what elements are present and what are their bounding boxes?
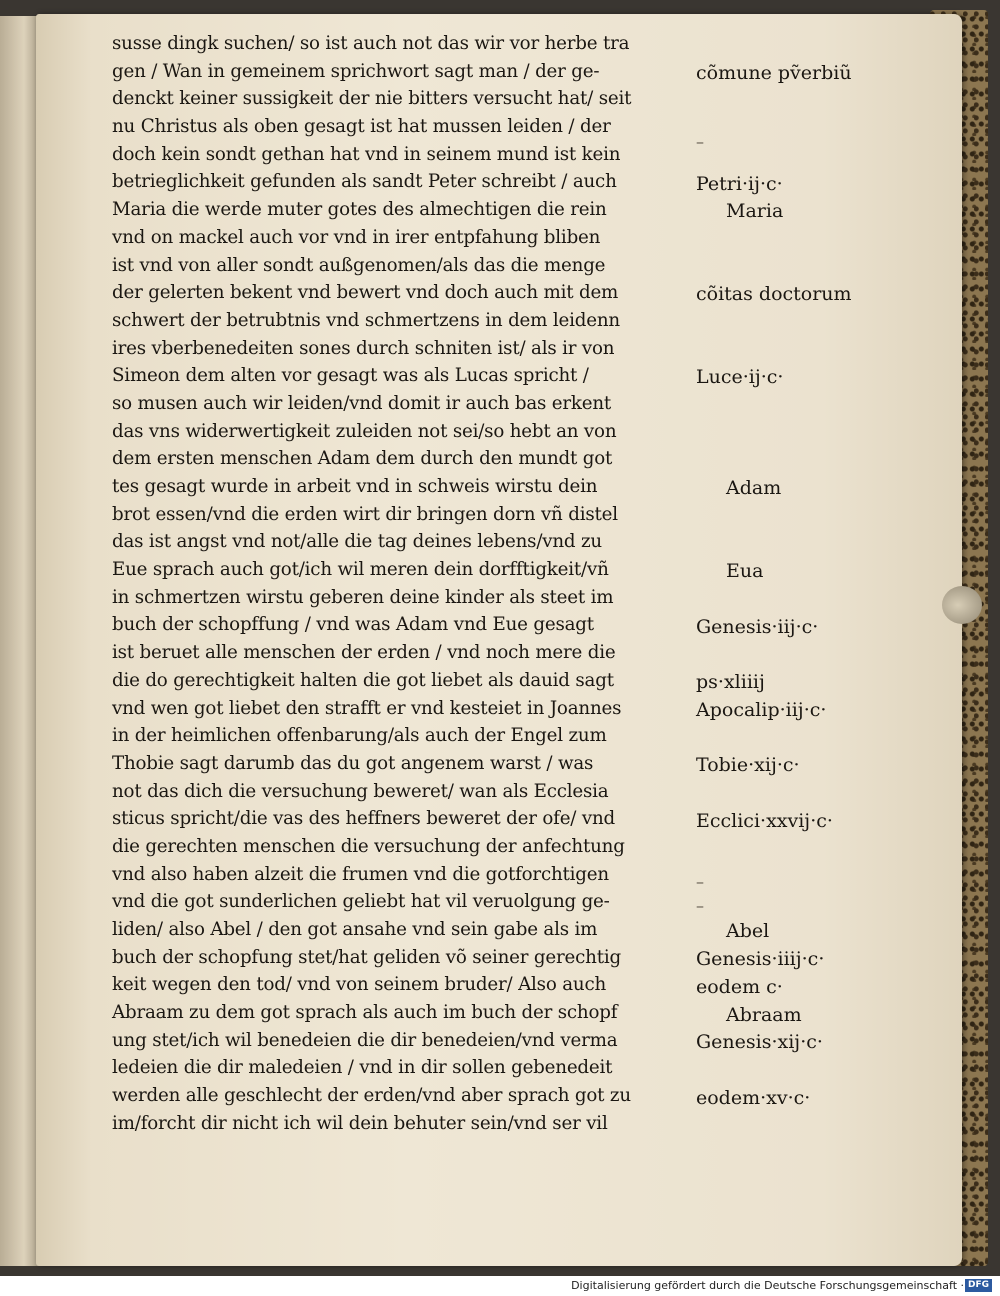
text-line: vnd die got sunderlichen geliebt hat vil veruolgung ge- (112, 891, 610, 913)
text-line: gen / Wan in gemeinem sprichwort sagt man / der ge- (112, 60, 600, 82)
margin-note: Adam (726, 477, 782, 500)
text-line: ires vberbenedeiten sones durch schniten ist/ als ir von (112, 337, 615, 359)
text-line: buch der schopfung stet/hat geliden võ seiner gerechtig (112, 946, 621, 968)
text-line: liden/ also Abel / den got ansahe vnd sein gabe als im (112, 919, 598, 940)
text-line: dem ersten menschen Adam dem durch den mundt got (112, 448, 613, 470)
margin-note: eodem c· (696, 975, 783, 998)
text-line: Thobie sagt darumb das du got angenem warst / was (112, 752, 594, 774)
text-line: susse dingk suchen/ so ist auch not das wir vor herbe tra (112, 33, 630, 54)
text-line: Simeon dem alten vor gesagt was als Lucas spricht / (112, 365, 589, 387)
margin-note: cõitas doctorum (696, 283, 852, 306)
footer-bar (0, 1276, 1000, 1296)
text-line: ledeien die dir maledeien / vnd in dir sollen gebenedeit (112, 1057, 613, 1079)
main-text-column (112, 30, 692, 1138)
margin-note: cõmune pṽerbiũ (696, 61, 852, 84)
text-line: die gerechten menschen die versuchung der anfechtung (112, 835, 625, 857)
margin-note: Genesis·iij·c· (696, 615, 819, 638)
margin-note: Eua (726, 560, 764, 583)
margin-note: Abel (726, 920, 770, 943)
text-line: not das dich die versuchung beweret/ wan als Ecclesia (112, 780, 609, 802)
text-line: keit wegen den tod/ vnd von seinem bruder/ Also auch (112, 974, 607, 996)
text-line: vnd also haben alzeit die frumen vnd die gotforchtigen (112, 863, 609, 885)
text-line: in der heimlichen offenbarung/als auch der Engel zum (112, 725, 607, 747)
margin-note: Petri·ij·c· (696, 172, 783, 195)
margin-note: Genesis·xij·c· (696, 1031, 823, 1054)
text-line: werden alle geschlecht der erden/vnd aber sprach got zu (112, 1085, 631, 1107)
text-line: tes gesagt wurde in arbeit vnd in schweis wirstu dein (112, 476, 598, 497)
margin-note: Ecclici·xxvij·c· (696, 809, 833, 832)
text-line: Eue sprach auch got/ich wil meren dein dorfftigkeit/vñ (112, 559, 609, 581)
margin-note: Apocalip·iij·c· (696, 698, 827, 721)
marginal-notes-column (696, 0, 926, 1276)
text-line: der gelerten bekent vnd bewert vnd doch auch mit dem (112, 282, 619, 304)
margin-note: ps·xliiij (696, 671, 765, 694)
margin-note: Tobie·xij·c· (696, 754, 800, 777)
facing-page-edge (0, 16, 40, 1266)
text-line: betrieglichkeit gefunden als sandt Peter schreibt / auch (112, 171, 617, 193)
text-line: ist beruet alle menschen der erden / vnd noch mere die (112, 642, 616, 664)
text-line: so musen auch wir leiden/vnd domit ir auch bas erkent (112, 392, 612, 414)
margin-note: Luce·ij·c· (696, 366, 784, 389)
text-line: im/forcht dir nicht ich wil dein behuter sein/vnd ser vil (112, 1112, 608, 1134)
text-line: buch der schopffung / vnd was Adam vnd Eue gesagt (112, 614, 594, 636)
margin-note: Abraam (726, 1003, 802, 1026)
text-line: vnd wen got liebet den strafft er vnd kesteiet in Joannes (112, 697, 622, 719)
page-tab-marker (942, 586, 982, 624)
margin-note: Genesis·iiij·c· (696, 948, 825, 971)
text-line: doch kein sondt gethan hat vnd in seinem mund ist kein (112, 143, 621, 165)
text-line: die do gerechtigkeit halten die got liebet als dauid sagt (112, 669, 614, 691)
text-line: sticus spricht/die vas des heffners beweret der ofe/ vnd (112, 808, 616, 830)
text-line: Abraam zu dem got sprach als auch im buch der schopf (112, 1002, 618, 1024)
margin-note: eodem·xv·c· (696, 1086, 811, 1109)
text-line: vnd on mackel auch vor vnd in irer entpfahung bliben (112, 226, 601, 248)
text-line: in schmertzen wirstu geberen deine kinder als steet im (112, 586, 614, 608)
text-line: schwert der betrubtnis vnd schmertzens in dem leidenn (112, 309, 620, 331)
text-line: brot essen/vnd die erden wirt dir bringen dorn vñ distel (112, 503, 618, 525)
margin-dash: – (696, 132, 704, 151)
text-line: ung stet/ich wil benedeien die dir benedeien/vnd verma (112, 1029, 618, 1051)
text-line: denckt keiner sussigkeit der nie bitters versucht hat/ seit (112, 88, 632, 110)
text-line: ist vnd von aller sondt außgenomen/als das die menge (112, 254, 606, 276)
margin-dash: – (696, 896, 704, 915)
text-line: Maria die werde muter gotes des almechtigen die rein (112, 199, 607, 221)
margin-note: Maria (726, 200, 784, 223)
margin-dash: – (696, 872, 704, 891)
text-line: das ist angst vnd not/alle die tag deines lebens/vnd zu (112, 531, 602, 553)
text-line: das vns widerwertigkeit zuleiden not sei/so hebt an von (112, 420, 617, 442)
dfg-logo: DFG (965, 1279, 992, 1292)
text-line: nu Christus als oben gesagt ist hat mussen leiden / der (112, 116, 611, 138)
funding-credit: Digitalisierung gefördert durch die Deutsche Forschungsgemeinschaft · (571, 1279, 964, 1292)
